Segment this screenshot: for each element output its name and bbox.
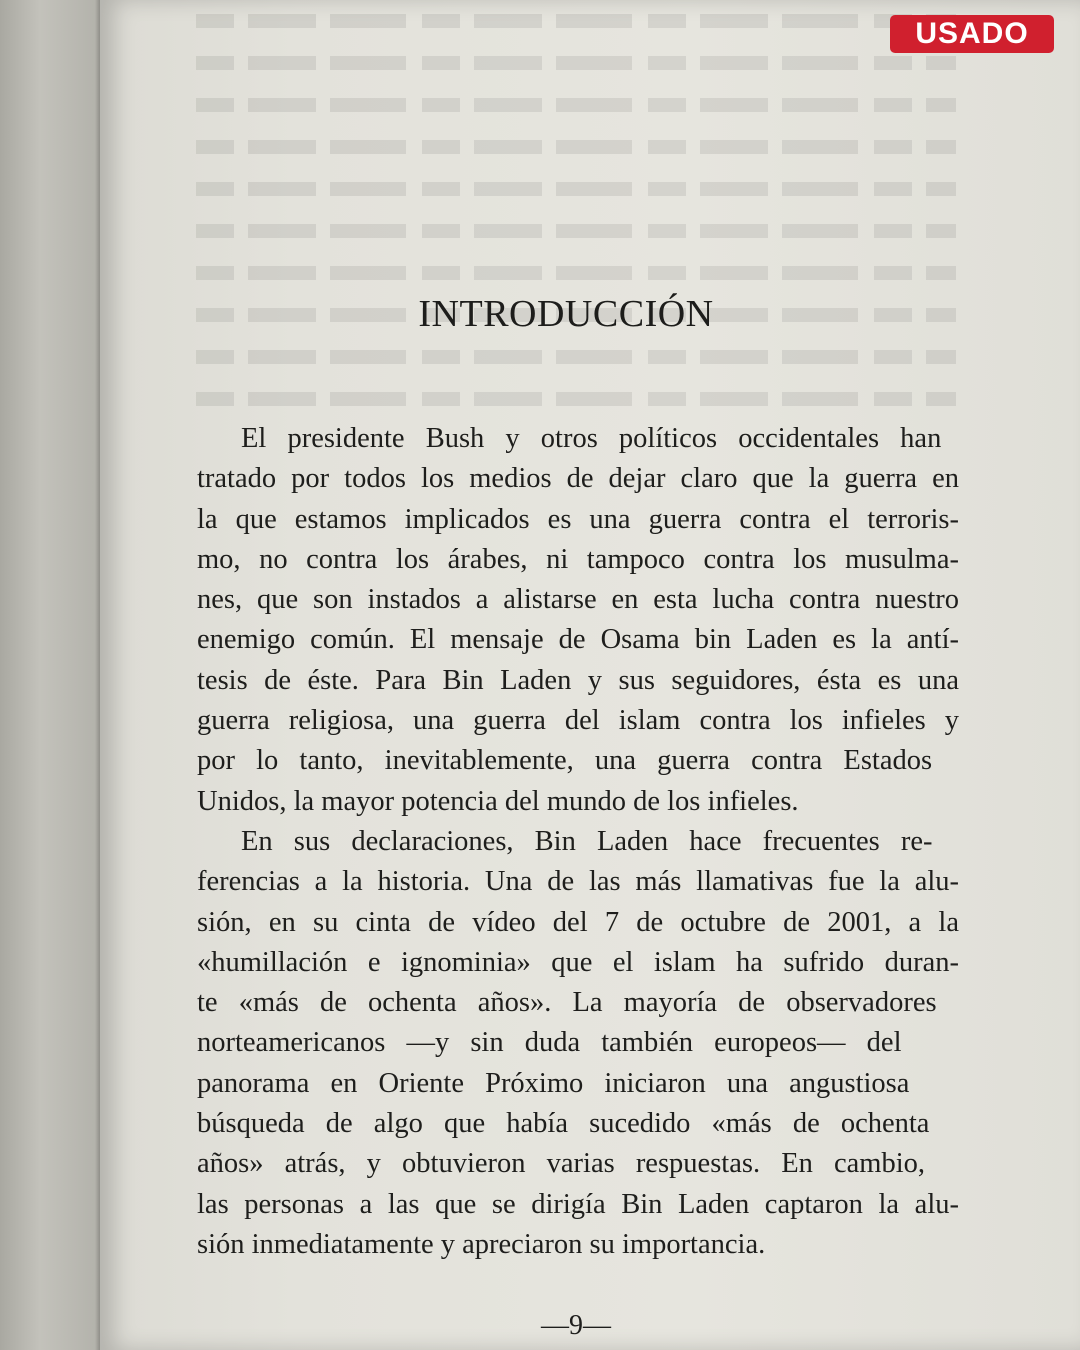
- text-line: la que estamos implicados es una guerra contra el terroris-: [197, 503, 959, 535]
- page-number: —9—: [541, 1310, 611, 1341]
- chapter-title: INTRODUCCIÓN: [418, 293, 714, 335]
- text-line: norteamericanos —y sin duda también europeos— del: [197, 1027, 902, 1059]
- paragraph-1: [197, 419, 959, 822]
- text-line: enemigo común. El mensaje de Osama bin Laden es la antí-: [197, 624, 959, 656]
- text-line: mo, no contra los árabes, ni tampoco contra los musulma-: [197, 543, 959, 575]
- text-line: nes, que son instados a alistarse en esta lucha contra nuestro: [197, 584, 959, 616]
- text-line: El presidente Bush y otros políticos occidentales han: [241, 423, 942, 454]
- text-line: tratado por todos los medios de dejar claro que la guerra en: [197, 463, 959, 495]
- text-line: sión, en su cinta de vídeo del 7 de octubre de 2001, a la: [197, 906, 959, 938]
- text-line: Unidos, la mayor potencia del mundo de los infieles.: [197, 785, 799, 817]
- text-line: «humillación e ignominia» que el islam ha sufrido duran-: [197, 946, 959, 978]
- paragraph-2: [197, 822, 959, 1265]
- text-line: sión inmediatamente y apreciaron su importancia.: [197, 1228, 766, 1260]
- text-line: En sus declaraciones, Bin Laden hace frecuentes re-: [241, 825, 933, 857]
- text-line: ferencias a la historia. Una de las más llamativas fue la alu-: [197, 866, 959, 898]
- text-line: tesis de éste. Para Bin Laden y sus seguidores, ésta es una: [197, 664, 959, 696]
- text-line: por lo tanto, inevitablemente, una guerra contra Estados: [197, 745, 933, 777]
- chapter-body: [197, 419, 959, 1265]
- used-badge: USADO: [890, 15, 1054, 53]
- text-line: te «más de ochenta años». La mayoría de observadores: [197, 987, 937, 1019]
- text-line: búsqueda de algo que había sucedido «más de ochenta: [197, 1108, 930, 1140]
- text-line: años» atrás, y obtuvieron varias respuestas. En cambio,: [197, 1148, 925, 1180]
- text-line: panorama en Oriente Próximo iniciaron una angustiosa: [197, 1067, 910, 1099]
- text-line: guerra religiosa, una guerra del islam contra los infieles y: [197, 705, 959, 737]
- text-line: las personas a las que se dirigía Bin Laden captaron la alu-: [197, 1188, 959, 1220]
